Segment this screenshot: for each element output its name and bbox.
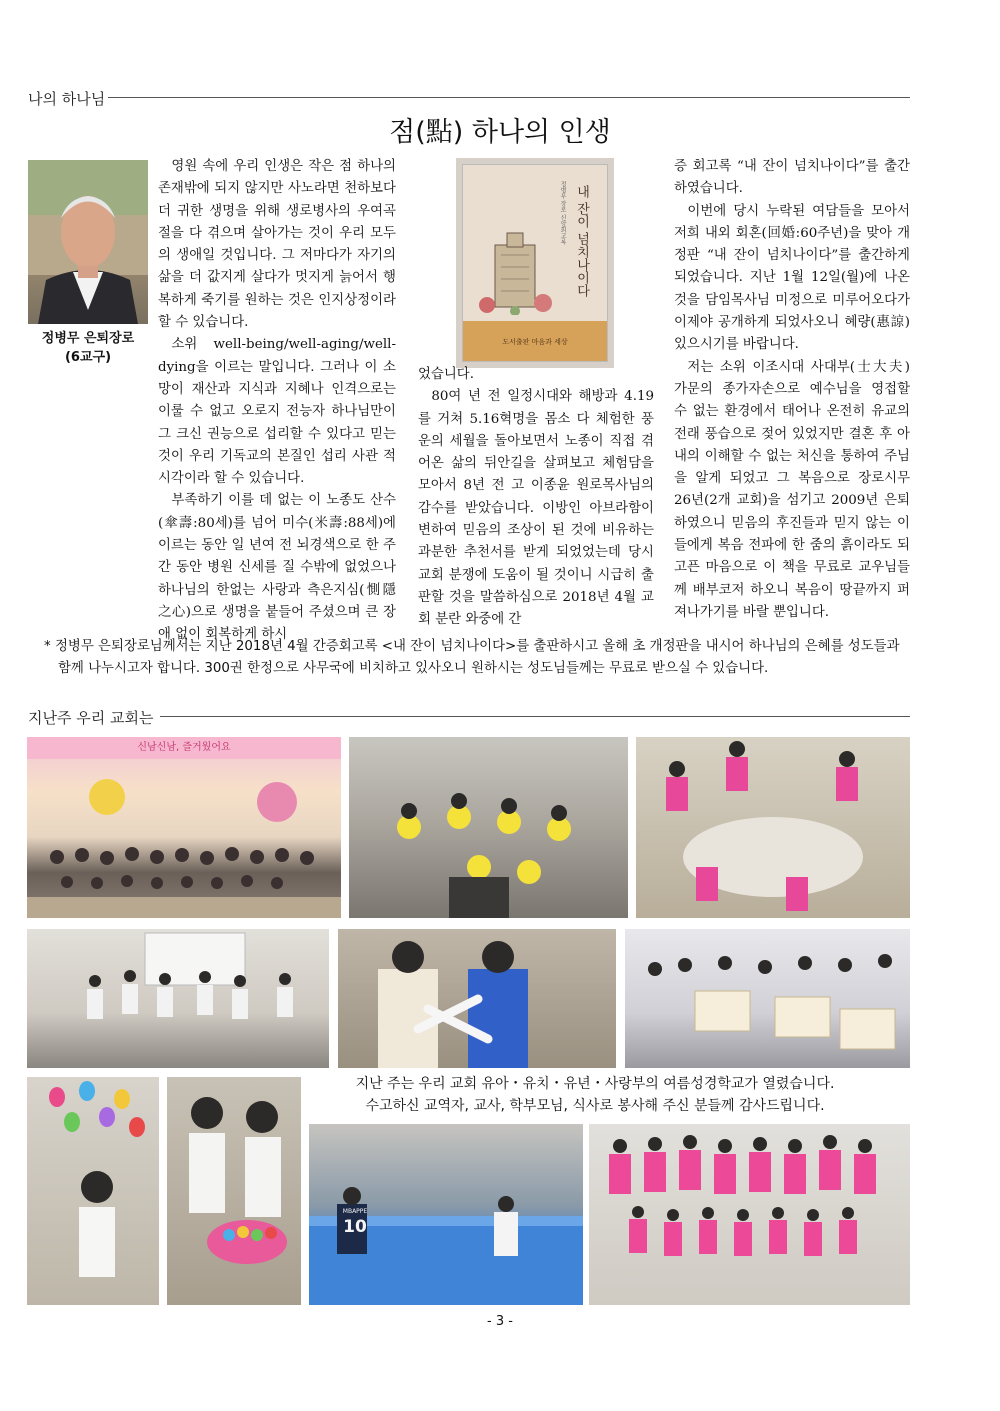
photo-egg-basket — [167, 1077, 301, 1305]
book-illustration — [475, 225, 555, 315]
article-column-1 — [158, 156, 396, 647]
photo-water-pool — [309, 1124, 583, 1305]
article-column-3 — [674, 156, 910, 624]
author-group: (6교구) — [64, 350, 112, 365]
photo-pink-shirts-group — [589, 1124, 910, 1305]
book-publisher: 도서출판 마음과 세상 — [502, 338, 568, 346]
paragraph: 소위 well-being/well-aging/well-dying을 이르는 말입니다. 그러나 이 소망이 재산과 지식과 지혜나 인격으로는 이룰 수 없고 오로지 전능자 하나님만이 그 크신 권능으로 섭리할 수 있다고 믿는 것이 우리 기독교의 본질인 섭리 사관 적 시각이라 할 수 있습니다. — [158, 337, 396, 487]
book-subtitle: 정병무 장로 신앙회고록 — [559, 181, 566, 245]
section-divider — [108, 97, 910, 98]
jersey-number: 10 — [343, 1217, 367, 1237]
section-header-my-god: 나의 하나님 — [28, 90, 106, 108]
author-caption — [28, 329, 148, 367]
photos-caption-line-1: 지난 주는 우리 교회 유아・유치・유년・사랑부의 여름성경학교가 열렸습니다. — [355, 1076, 835, 1092]
photo-confetti-play — [636, 737, 910, 918]
section-divider — [160, 716, 910, 717]
article-column-2 — [418, 364, 654, 632]
paragraph: 부족하기 이를 데 없는 이 노종도 산수(傘壽:80세)를 넘어 미수(米壽:88세)에 이르는 동안 일 년여 전 뇌경색으로 한 주간 동안 병원 신세를 질 수밖에 없었으나 하나님의 한없는 사랑과 측은지심(惻隱之心)으로 생명을 붙들어 주셨으며 큰 장애 없이 회복하게 하시 — [158, 493, 396, 643]
photos-caption — [335, 1073, 855, 1117]
author-name: 정병무 은퇴장로 — [41, 331, 135, 346]
page-number: - 3 - — [487, 1314, 513, 1329]
photo-banner-text: 신남신남, 즐거웠어요 — [27, 737, 341, 759]
photo-circle-game — [349, 737, 628, 918]
paragraph: 었습니다. — [418, 367, 474, 382]
photo-group-banner — [27, 737, 341, 918]
paragraph: 영원 속에 우리 인생은 작은 점 하나의 존재밖에 되지 않지만 사노라면 천하보다 더 귀한 생명을 위해 생로병사의 우여곡절을 다 겪으며 살아가는 것이 우리 모두의 생애일 것입니다. 그 저마다가 자기의 삶을 더 값지게 살다가 멋지게 늙어서 행복하게 죽기를 원하는 것은 인지상정이라 할 수 있습니다. — [158, 159, 396, 331]
author-photo — [28, 160, 148, 324]
article-title: 점(點) 하나의 인생 — [389, 117, 611, 148]
photo-balloon-craft — [338, 929, 616, 1068]
photo-egg-hunt-child — [27, 1077, 159, 1305]
photos-caption-line-2: 수고하신 교역자, 교사, 학부모님, 식사로 봉사해 주신 분들께 감사드립니다. — [365, 1098, 825, 1114]
jersey-name: MBAPPE — [342, 1208, 368, 1215]
footnote-line-2: 함께 나누시고자 합니다. 300권 한정으로 사무국에 비치하고 있사오니 원하시는 성도님들께는 무료로 받으실 수 있습니다. — [58, 661, 769, 676]
footnote-line-1: * 정병무 은퇴장로님께서는 지난 2018년 4월 간증회고록 <내 잔이 넘치나이다>를 출판하시고 올해 초 개정판을 내시어 하나님의 은혜를 성도들과 — [44, 639, 900, 654]
section-header-church-news: 지난주 우리 교회는 — [28, 709, 154, 727]
photo-dance-stage — [27, 929, 329, 1068]
book-cover-image — [462, 164, 608, 362]
footnote — [44, 636, 944, 680]
paragraph: 80여 년 전 일정시대와 해방과 4.19를 거쳐 5.16혁명을 몸소 다 체험한 풍운의 세월을 돌아보면서 노종이 직접 겪어온 삶의 뒤안길을 살펴보고 체험담을 모아서 8년 전 고 이종윤 원로목사님의 감수를 받았습니다. 이방인 아브라함이 변하여 믿음의 조상이 된 것에 비유하는 과분한 추천서를 받게 되었었는데 당시 교회 분쟁에 도움이 될 것이니 시급히 출판할 것을 말씀하심으로 2018년 4월 교회 분란 와중에 간 — [418, 389, 654, 628]
paragraph: 이번에 당시 누락된 여담들을 모아서 저희 내외 회혼(回婚:60주년)을 맞아 개정판 “내 잔이 넘치나이다”를 출간하게 되었습니다. 지난 1월 12일(월)에 나온 것을 담임목사님 미정으로 미루어오다가 이제야 공개하게 되었사오니 혜량(惠諒)있으시기를 바랍니다. — [674, 203, 910, 353]
book-title: 내 잔이 넘치나이다 — [574, 185, 589, 298]
paragraph: 저는 소위 이조시대 사대부(士大夫) 가문의 종가자손으로 예수님을 영접할 수 없는 환경에서 태어나 온전히 유교의 전래 풍습으로 젖어 있었지만 결혼 후 아내의 이해할 수 없는 처신을 통하여 주님을 알게 되었고 그 복음으로 장로시무 26년(2개 교회)을 섬기고 2009년 은퇴하였으니 믿음의 후진들과 믿지 않는 이들에게 복음 전파에 한 줌의 흙이라도 되고픈 마음으로 이 책을 무료로 교우님들께 배부코저 하오니 복음이 땅끝까지 퍼져나가기를 바랄 뿐입니다. — [674, 359, 910, 620]
photo-poster-group — [625, 929, 910, 1068]
paragraph: 증 회고록 “내 잔이 넘치나이다”를 출간하였습니다. — [674, 159, 910, 197]
